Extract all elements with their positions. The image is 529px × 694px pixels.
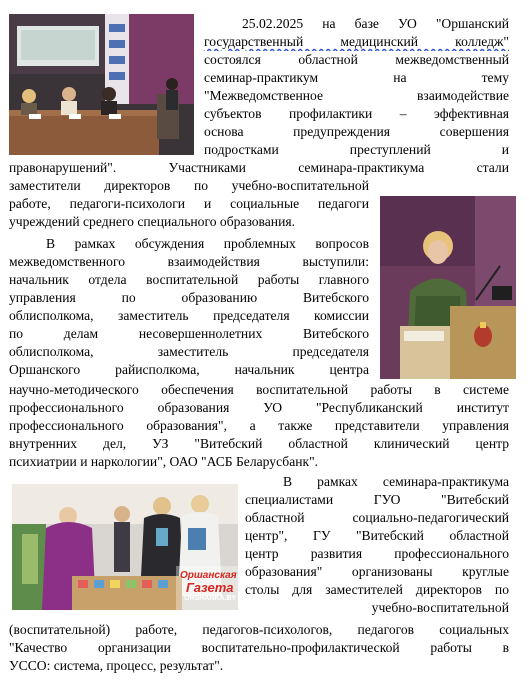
text-line-32: столы для заместителей директоров по: [245, 582, 509, 597]
text-line-1: 25.02.2025 на базе УО "Оршанский: [242, 16, 509, 31]
text-line-18: по делам несовершеннолетних Витебского: [9, 326, 369, 341]
text-line-13: В рамках обсуждения проблемных вопросов: [46, 236, 369, 251]
text-line-26: В рамках семинара-практикума: [283, 474, 509, 489]
text-line-15: начальник отдела воспитательной работы главного: [9, 272, 369, 287]
text-line-14: межведомственного взаимодействия выступили:: [9, 254, 369, 269]
text-line-2: государственный медицинский колледж": [204, 34, 509, 49]
text-line-19: облисполкома, заместитель председателя: [9, 344, 369, 359]
speaker-at-podium-photo: [380, 196, 516, 379]
text-line-12: учреждений среднего специального образования.: [9, 214, 296, 229]
text-line-23: профессионального образования", а также представители управления: [9, 418, 509, 433]
text-line-30: центр развития профессионального: [245, 546, 509, 561]
text-line-22: профессионального образования УО "Республиканский институт: [9, 400, 509, 415]
text-line-8: подростками преступлений и: [204, 142, 509, 157]
text-line-10: заместители директоров по учебно-воспитательной: [9, 178, 369, 193]
watermark-line2: Газета: [186, 580, 234, 595]
text-line-28: областной социально-педагогический: [245, 510, 509, 525]
text-line-34: (воспитательной) работе, педагогов-психологов, педагогов социальных: [9, 622, 509, 637]
text-line-36: УССО: система, процесс, результат".: [9, 658, 224, 673]
text-line-16: управления по образованию Витебского: [9, 290, 369, 305]
seminar-presidium-photo: [9, 14, 194, 155]
text-line-31: образования" организованы круглые: [245, 564, 509, 579]
text-line-5: "Межведомственное взаимодействие: [204, 88, 509, 103]
text-line-20: Оршанского райисполкома, начальник центра: [9, 362, 369, 377]
text-line-24: внутренних дел, УЗ "Витебский областной клинический центр: [9, 436, 509, 451]
text-line-3: состоялся областной межведомственный: [204, 52, 509, 67]
round-table-photo: [12, 484, 238, 610]
text-line-25: психиатрии и наркологии", ОАО "АСБ Беларусбанк".: [9, 454, 319, 469]
text-line-33: учебно-воспитательной: [371, 600, 509, 615]
text-line-6: субъектов профилактики – эффективная: [204, 106, 509, 121]
text-line-7: основа предупреждения совершения: [204, 124, 509, 139]
text-line-4: семинар-практикум на тему: [204, 70, 509, 85]
text-line-27: специалистами ГУО "Витебский: [245, 492, 509, 507]
watermark-site: ORSHANKA.BY: [184, 595, 237, 602]
text-line-17: облисполкома, заместитель председателя комиссии: [9, 308, 369, 323]
text-line-29: центр", ГУ "Витебский областной: [245, 528, 509, 543]
text-line-35: "Качество организации воспитательно-профилактической работы в: [9, 640, 509, 655]
text-line-21: научно-методического обеспечения воспитательной работы в системе: [9, 382, 509, 397]
watermark-line1: Оршанская: [180, 570, 237, 581]
newspaper-watermark: [180, 570, 238, 604]
text-line-11: работе, педагоги-психологи и социальные педагоги: [9, 196, 369, 211]
text-line-9: правонарушений". Участниками семинара-практикума стали: [9, 160, 509, 175]
